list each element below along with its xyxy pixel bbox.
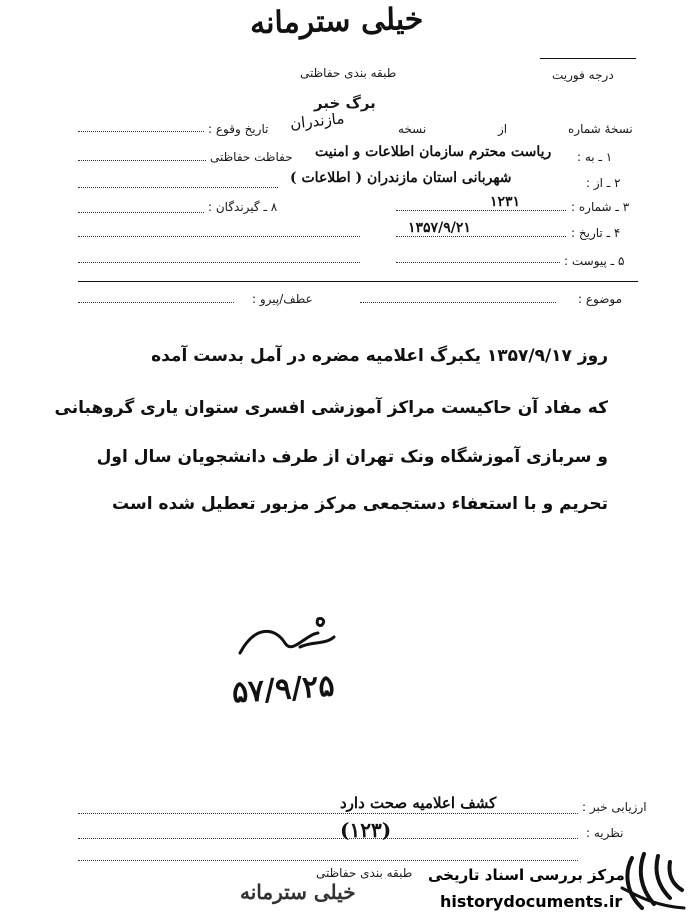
to-suffix: حفاظت حفاظتی — [210, 150, 293, 164]
to-value-handwritten: ریاست محترم سازمان اطلاعات و امنیت — [315, 144, 552, 160]
subject-label: موضوع : — [578, 292, 623, 306]
body-line-2: که مفاد آن حاکیست مراکز آموزشی افسری ستوان یاری گروهبانی — [54, 398, 608, 418]
watermark-title: مرکز بررسی اسناد تاریخی — [428, 866, 625, 884]
footer-handwritten-stamp: خیلی سترمانه — [240, 880, 356, 904]
recipients-dots-2 — [78, 236, 360, 237]
watermark-logo-icon — [614, 848, 694, 918]
form-title: برگ خبر — [314, 94, 376, 112]
recipients-label: ۸ ـ گیرندگان : — [208, 200, 278, 214]
opinion-label: نظریه : — [586, 826, 624, 840]
from-dots — [78, 187, 278, 188]
event-date-dots — [78, 131, 204, 132]
classification-label: طبقه بندی حفاظتی — [300, 66, 397, 80]
date-value-handwritten: ۱۳۵۷/۹/۲۱ — [408, 220, 471, 236]
header-divider — [78, 281, 638, 282]
evaluation-dots — [78, 813, 578, 814]
body-line-3: و سربازی آموزشگاه ونک تهران از طرف دانشجویان سال اول — [96, 447, 608, 467]
subject-dots — [360, 302, 556, 303]
date-dots — [396, 236, 566, 237]
priority-underline — [540, 58, 636, 59]
attachment-label: ۵ ـ پیوست : — [564, 254, 625, 268]
opinion-dots — [78, 838, 578, 839]
priority-label: درجه فوریت — [552, 68, 614, 82]
date-label: ۴ ـ تاریخ : — [571, 226, 621, 240]
signature-date-annotation: ۵۷/۹/۲۵ — [230, 668, 336, 711]
stamp-top-handwritten: خیلی سترمانه — [249, 1, 424, 42]
event-date-label: تاریخ وقوع : — [208, 122, 269, 136]
from-value-handwritten: شهربانی استان مازندران ( اطلاعات ) — [290, 170, 512, 186]
body-line-1: روز ۱۳۵۷/۹/۱۷ یکبرگ اعلامیه مضره در آمل بدست آمده — [151, 346, 608, 366]
opinion-value-handwritten: (۱۲۳) — [340, 818, 392, 842]
number-label: ۳ ـ شماره : — [571, 200, 630, 214]
signature-mark — [230, 615, 340, 665]
event-place-handwritten: مازندران — [289, 109, 346, 133]
recipients-dots-1 — [78, 212, 204, 213]
number-value-handwritten: ۱۲۳۱ — [490, 194, 521, 210]
reference-label: عطف/پیرو : — [252, 292, 313, 306]
number-dots — [396, 210, 566, 211]
body-line-4: تحریم و با استعفاء دستجمعی مرکز مزبور تعطیل شده است — [112, 494, 608, 514]
from-label: ۲ ـ از : — [586, 176, 621, 190]
copy-label: نسخه — [398, 122, 427, 136]
recipients-dots-3 — [78, 262, 360, 263]
opinion-dots-2 — [78, 860, 578, 861]
reference-dots — [78, 302, 234, 303]
to-label: ۱ ـ به : — [577, 150, 613, 164]
evaluation-label: ارزیابی خبر : — [582, 800, 647, 814]
attachment-dots — [396, 262, 560, 263]
footer-classification-label: طبقه بندی حفاظتی — [316, 866, 413, 880]
copy-number-label: نسخهٔ شماره — [568, 122, 633, 136]
of-label: از — [498, 122, 508, 136]
watermark-url: historydocuments.ir — [440, 892, 623, 911]
evaluation-value-handwritten: کشف اعلامیه صحت دارد — [340, 794, 497, 812]
to-dots — [78, 160, 206, 161]
